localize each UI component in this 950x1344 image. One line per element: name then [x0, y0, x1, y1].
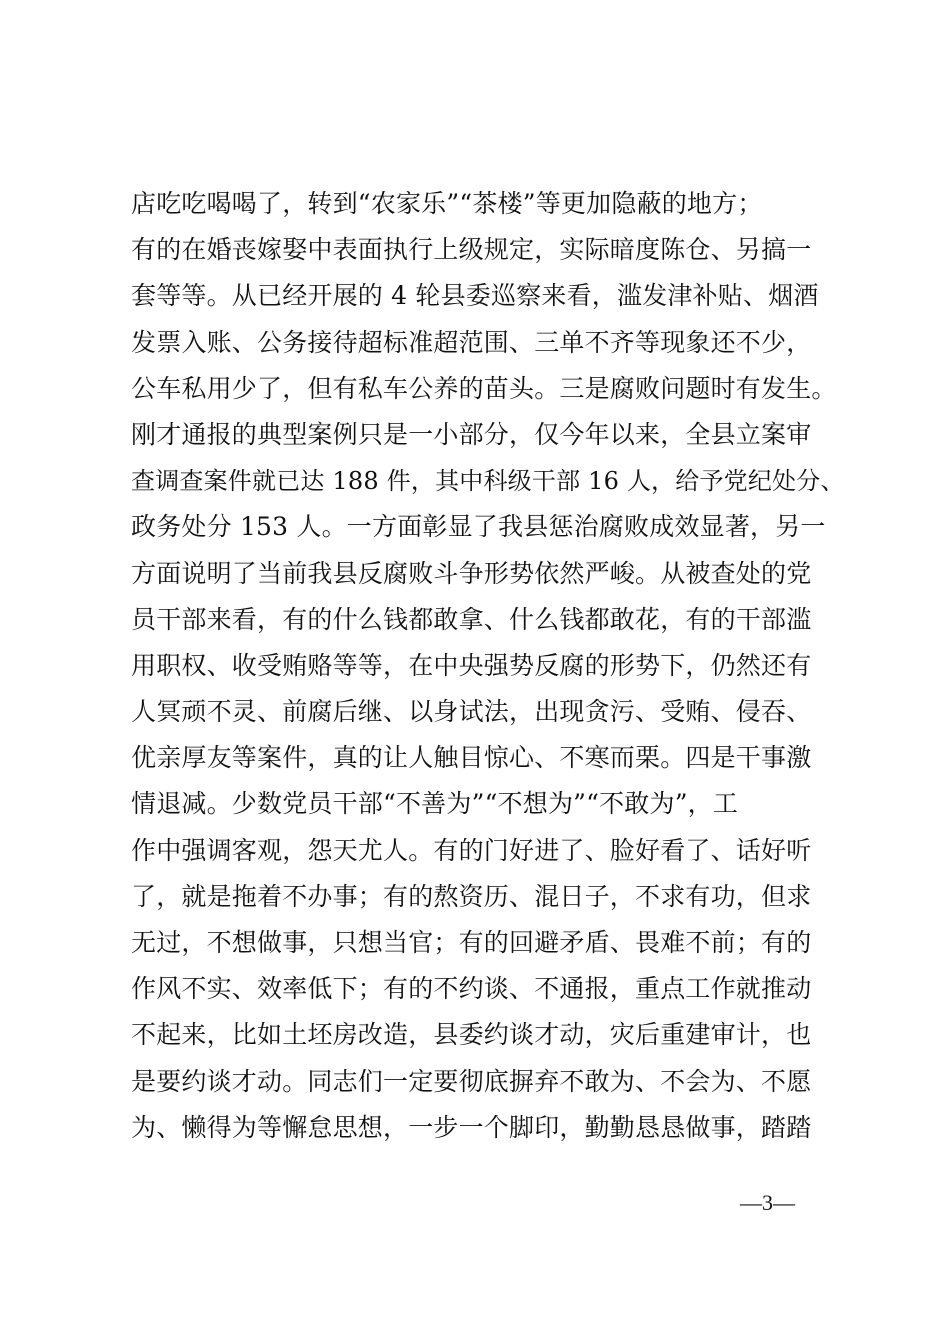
text-line: 公车私用少了，但有私车公养的苗头。三是腐败问题时有发生。 [131, 373, 837, 403]
text-line: 员干部来看，有的什么钱都敢拿、什么钱都敢花，有的干部滥 [131, 604, 812, 634]
page-number: —3— [740, 1190, 795, 1215]
text-line: 优亲厚友等案件，真的让人触目惊心、不寒而栗。四是干事激 [131, 743, 812, 773]
text-line: 有的在婚丧嫁娶中表面执行上级规定，实际暗度陈仓、另搞一 [131, 235, 812, 265]
text-line: 作中强调客观，怨天尤人。有的门好进了、脸好看了、话好听 [131, 835, 812, 865]
text-line: 政务处分 153 人。一方面彰显了我县惩治腐败成效显著，另一 [131, 512, 826, 542]
text-line: 方面说明了当前我县反腐败斗争形势依然严峻。从被查处的党 [131, 558, 812, 588]
body-text [131, 181, 851, 1151]
text-line: 不起来，比如土坯房改造，县委约谈才动，灾后重建审计，也 [131, 1020, 812, 1050]
text-line: 刚才通报的典型案例只是一小部分，仅今年以来，全县立案审 [131, 419, 812, 449]
text-line: 用职权、收受贿赂等等，在中央强势反腐的形势下，仍然还有 [131, 650, 812, 680]
text-line: 查调查案件就已达 188 件，其中科级干部 16 人，给予党纪处分、 [131, 467, 845, 496]
text-line: 无过，不想做事，只想当官；有的回避矛盾、畏难不前；有的 [131, 928, 812, 957]
text-line: 了，就是拖着不办事；有的熬资历、混日子，不求有功，但求 [131, 881, 812, 911]
text-line: 是要约谈才动。同志们一定要彻底摒弃不敢为、不会为、不愿 [131, 1066, 812, 1096]
text-line: 发票入账、公务接待超标准超范围、三单不齐等现象还不少， [131, 327, 812, 357]
text-line: 店吃吃喝喝了，转到“农家乐”“茶楼”等更加隐蔽的地方； [131, 189, 763, 218]
text-line: 情退减。少数党员干部“不善为”“不想为”“不敢为”，工 [131, 789, 739, 819]
text-line: 人冥顽不灵、前腐后继、以身试法，出现贪污、受贿、侵吞、 [131, 697, 812, 727]
text-line: 为、懒得为等懈怠思想，一步一个脚印，勤勤恳恳做事，踏踏 [131, 1112, 812, 1142]
text-line: 作风不实、效率低下；有的不约谈、不通报，重点工作就推动 [131, 974, 812, 1004]
text-line: 套等等。从已经开展的 4 轮县委巡察来看，滥发津补贴、烟酒 [131, 281, 819, 311]
